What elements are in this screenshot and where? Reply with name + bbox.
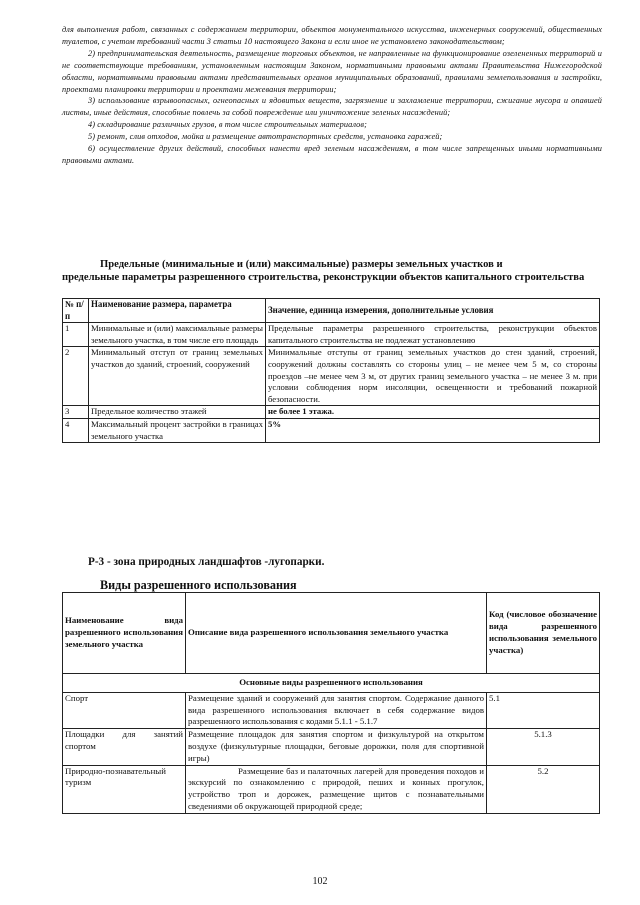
use-description: Размещение зданий и сооружений для занятия спортом. Содержание данного вида разрешенного использования включает в себя содержание видов разрешенного использования с кодами 5.1.1 - 5.1.7 bbox=[186, 692, 487, 728]
intro-paragraph: 2) предпринимательская деятельность, размещение торговых объектов, не направленные на функционирование озелененных территорий и не соответствующие требованиям, установленным настоящим Законом, нормативными правовыми актами Правительства Нижегородской области, нормативными правовыми актами представительных органов муниципальных образований, правилами землепользования и застройки, проектами планировки территории и проектами межевания территории; bbox=[62, 48, 602, 94]
table-row bbox=[63, 729, 600, 765]
table-row bbox=[63, 418, 600, 442]
intro-paragraph: 4) складирование различных грузов, в том числе строительных материалов; bbox=[88, 120, 367, 130]
row-number: 2 bbox=[63, 347, 89, 406]
limits-heading-line2: предельные параметры разрешенного строительства, реконструкции объектов капитального строительства bbox=[62, 272, 585, 284]
intro-paragraph: 6) осуществление других действий, способных нанести вред зеленым насаждениям, в том числе запрещенных иными нормативными правовыми актами. bbox=[62, 144, 602, 165]
col-name-header: Наименование размера, параметра bbox=[89, 299, 266, 323]
row-number: 4 bbox=[63, 418, 89, 442]
row-number: 3 bbox=[63, 406, 89, 419]
row-value: 5% bbox=[266, 418, 600, 442]
table-header-row bbox=[63, 593, 600, 674]
limits-heading-line1: Предельные (минимальные и (или) максимальные) размеры земельных участков и bbox=[100, 259, 503, 270]
section-row bbox=[63, 674, 600, 693]
use-code: 5.1.3 bbox=[487, 729, 600, 765]
table-row bbox=[63, 323, 600, 347]
row-value: не более 1 этажа. bbox=[266, 406, 600, 419]
page-number: 102 bbox=[312, 876, 328, 887]
row-name: Минимальные и (или) максимальные размеры земельного участка, в том числе его площадь bbox=[89, 323, 266, 347]
col-description-header: Описание вида разрешенного использования земельного участка bbox=[186, 593, 487, 674]
row-name: Максимальный процент застройки в границах земельного участка bbox=[89, 418, 266, 442]
parameters-table bbox=[62, 298, 600, 443]
limits-heading bbox=[62, 258, 602, 284]
uses-heading: Виды разрешенного использования bbox=[100, 578, 297, 592]
permitted-uses-table bbox=[62, 592, 600, 814]
row-name: Предельное количество этажей bbox=[89, 406, 266, 419]
row-value: Предельные параметры разрешенного строительства, реконструкции объектов капитального строительства не подлежат установлению bbox=[266, 323, 600, 347]
use-name: Площадки для занятий спортом bbox=[63, 729, 186, 765]
intro-paragraph: 5) ремонт, слив отходов, мойка и размещение автотранспортных средств, установка гаражей; bbox=[88, 132, 443, 142]
col-use-name-header: Наименование вида разрешенного использования земельного участка bbox=[63, 593, 186, 674]
row-number: 1 bbox=[63, 323, 89, 347]
col-code-header: Код (числовое обозначение вида разрешенного использования земельного участка) bbox=[487, 593, 600, 674]
col-number-header: № п/п bbox=[63, 299, 89, 323]
zone-heading: Р-3 - зона природных ландшафтов -лугопарки. bbox=[88, 556, 325, 568]
intro-text bbox=[62, 24, 602, 167]
use-description: Размещение площадок для занятия спортом и физкультурой на открытом воздухе (физкультурные площадки, беговые дорожки, поля для спортивной игры) bbox=[186, 729, 487, 765]
row-value: Минимальные отступы от границ земельных участков до стен зданий, строений, сооружений должны составлять со стороны улиц – не менее чем 5 м, со стороны проездов –не менее чем 3 м, от других границ земельного участка – не менее 3 м. при условии соблюдения норм инсоляции, освещенности и требований пожарной безопасности. bbox=[266, 347, 600, 406]
col-value-header: Значение, единица измерения, дополнительные условия bbox=[266, 299, 600, 323]
row-name: Минимальный отступ от границ земельных участков до зданий, строений, сооружений bbox=[89, 347, 266, 406]
table-row bbox=[63, 765, 600, 813]
table-row bbox=[63, 347, 600, 406]
intro-paragraph: для выполнения работ, связанных с содержанием территории, объектов монументального искусства, инженерных сооружений, общественных туалетов, с учетом требований части 3 статьи 10 настоящего Закона и если иное не установлено законодательством; bbox=[62, 25, 602, 46]
table-header-row bbox=[63, 299, 600, 323]
table-row bbox=[63, 406, 600, 419]
intro-paragraph: 3) использование взрывоопасных, огнеопасных и ядовитых веществ, загрязнение и захламление территории, сжигание мусора и опавшей листвы, иные действия, способные повлечь за собой повреждение или уничтожение зеленых насаждений; bbox=[62, 96, 602, 118]
table-row bbox=[63, 692, 600, 728]
use-code: 5.1 bbox=[487, 692, 600, 728]
use-description: Размещение баз и палаточных лагерей для проведения походов и экскурсий по ознакомлению с природой, пеших и конных прогулок, устройство троп и дорожек, размещение щитов с познавательными сведениями об окружающей природной среде; bbox=[186, 765, 487, 813]
use-name: Природно-познавательный туризм bbox=[63, 765, 186, 813]
section-title: Основные виды разрешенного использования bbox=[63, 674, 600, 693]
use-code: 5.2 bbox=[487, 765, 600, 813]
use-name: Спорт bbox=[63, 692, 186, 728]
